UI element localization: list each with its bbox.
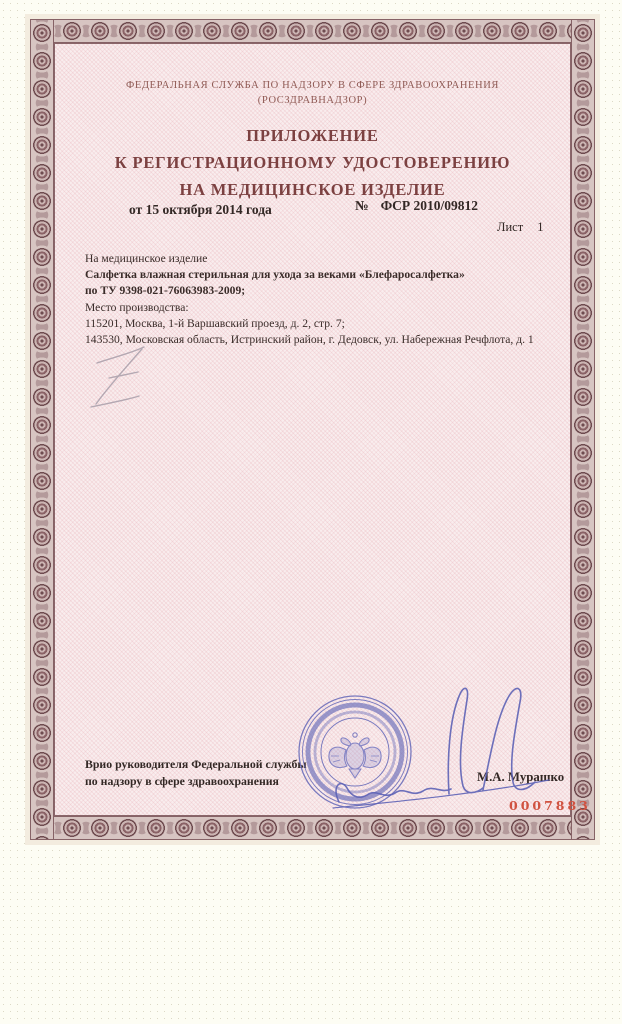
signature-tall-loop-2: [483, 688, 535, 790]
title-line-3: НА МЕДИЦИНСКОЕ ИЗДЕЛИЕ: [179, 180, 446, 199]
device-tu: по ТУ 9398-021-76063983-2009;: [85, 284, 246, 298]
place-of-production-label: Место производства:: [85, 300, 189, 314]
agency-name: ФЕДЕРАЛЬНАЯ СЛУЖБА ПО НАДЗОРУ В СФЕРЕ ЗДРАВООХРАНЕНИЯ: [125, 80, 500, 91]
signatory-position-line-2: по надзору в сфере здравоохранения: [85, 773, 279, 788]
production-address-2: 143530, Московская область, Истринский район, г. Дедовск, ул. Набережная Речфлота, д. 1: [85, 333, 534, 347]
signatory-name: М.А. Мурашко: [477, 770, 565, 784]
body-intro: На медицинское изделие: [85, 252, 208, 265]
signatory-position: [85, 756, 307, 789]
signature-tall-loop-1: [448, 688, 483, 794]
number-sign: №: [355, 198, 369, 213]
handwritten-z-mark: [83, 342, 163, 422]
border-band-top: [30, 19, 595, 43]
registration-number: [355, 198, 478, 214]
agency-header: [55, 78, 570, 108]
certificate-sheet: [25, 14, 600, 845]
signature-underline: [333, 780, 549, 808]
z-middle-dash: [109, 372, 138, 378]
title-line-1: ПРИЛОЖЕНИЕ: [246, 126, 379, 145]
issue-date: от 15 октября 2014 года: [129, 202, 272, 217]
sheet-indicator: [497, 220, 543, 235]
sheet-number: 1: [537, 220, 544, 234]
agency-short-name: (РОСЗДРАВНАДЗОР): [257, 95, 368, 106]
body-text: [85, 251, 590, 348]
signature-humps: [336, 784, 451, 802]
device-name: Салфетка влажная стерильная для ухода за веками «Блефаросалфетка»: [85, 268, 465, 282]
handwritten-signature: [297, 682, 587, 822]
production-address-1: 115201, Москва, 1-й Варшавский проезд, д. 2, стр. 7;: [85, 316, 345, 330]
signatory-position-line-1: Врио руководителя Федеральной службы: [85, 757, 307, 771]
title-line-2: К РЕГИСТРАЦИОННОМУ УДОСТОВЕРЕНИЮ: [114, 153, 511, 172]
number-value: ФСР 2010/09812: [380, 198, 479, 213]
document-title: [55, 122, 570, 203]
border-band-left: [30, 19, 54, 840]
serial-number: 0007883: [509, 798, 591, 813]
sheet-label: Лист: [497, 220, 524, 234]
